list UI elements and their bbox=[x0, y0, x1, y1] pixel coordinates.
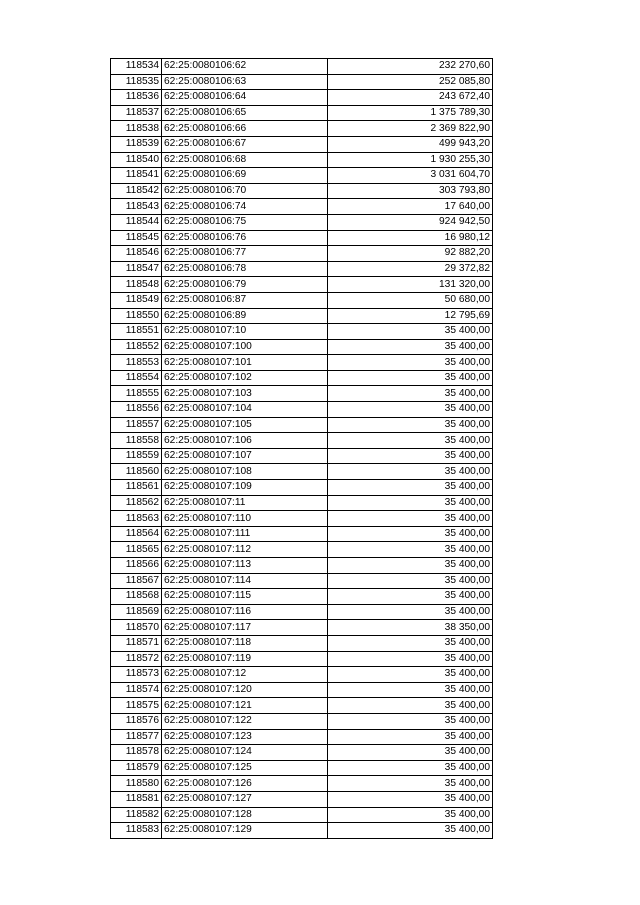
cadastral-number-cell: 62:25:0080107:10 bbox=[162, 324, 328, 340]
cadastral-number-cell: 62:25:0080107:122 bbox=[162, 713, 328, 729]
table-row bbox=[111, 246, 493, 262]
cadastral-value-table bbox=[110, 58, 493, 839]
table-row bbox=[111, 511, 493, 527]
cadastral-value-cell: 38 350,00 bbox=[328, 620, 493, 636]
row-id-cell: 118578 bbox=[111, 745, 162, 761]
table-row bbox=[111, 214, 493, 230]
cadastral-number-cell: 62:25:0080106:69 bbox=[162, 168, 328, 184]
cadastral-value-cell: 35 400,00 bbox=[328, 355, 493, 371]
table-row bbox=[111, 713, 493, 729]
cadastral-value-cell: 1 375 789,30 bbox=[328, 105, 493, 121]
cadastral-value-cell: 35 400,00 bbox=[328, 791, 493, 807]
row-id-cell: 118537 bbox=[111, 105, 162, 121]
cadastral-number-cell: 62:25:0080107:121 bbox=[162, 698, 328, 714]
cadastral-number-cell: 62:25:0080106:63 bbox=[162, 74, 328, 90]
row-id-cell: 118576 bbox=[111, 713, 162, 729]
cadastral-value-cell: 35 400,00 bbox=[328, 713, 493, 729]
cadastral-number-cell: 62:25:0080107:119 bbox=[162, 651, 328, 667]
cadastral-number-cell: 62:25:0080107:115 bbox=[162, 589, 328, 605]
cadastral-number-cell: 62:25:0080106:74 bbox=[162, 199, 328, 215]
cadastral-number-cell: 62:25:0080107:105 bbox=[162, 417, 328, 433]
row-id-cell: 118582 bbox=[111, 807, 162, 823]
table-row bbox=[111, 105, 493, 121]
table-row bbox=[111, 776, 493, 792]
row-id-cell: 118541 bbox=[111, 168, 162, 184]
table-row bbox=[111, 183, 493, 199]
cadastral-value-cell: 35 400,00 bbox=[328, 417, 493, 433]
row-id-cell: 118565 bbox=[111, 542, 162, 558]
cadastral-number-cell: 62:25:0080106:68 bbox=[162, 152, 328, 168]
table-row bbox=[111, 448, 493, 464]
row-id-cell: 118552 bbox=[111, 339, 162, 355]
cadastral-number-cell: 62:25:0080106:79 bbox=[162, 277, 328, 293]
cadastral-number-cell: 62:25:0080107:113 bbox=[162, 558, 328, 574]
row-id-cell: 118536 bbox=[111, 90, 162, 106]
cadastral-value-cell: 35 400,00 bbox=[328, 402, 493, 418]
cadastral-value-cell: 35 400,00 bbox=[328, 745, 493, 761]
cadastral-number-cell: 62:25:0080107:100 bbox=[162, 339, 328, 355]
cadastral-number-cell: 62:25:0080106:65 bbox=[162, 105, 328, 121]
cadastral-value-cell: 243 672,40 bbox=[328, 90, 493, 106]
row-id-cell: 118561 bbox=[111, 480, 162, 496]
table-row bbox=[111, 526, 493, 542]
cadastral-number-cell: 62:25:0080106:78 bbox=[162, 261, 328, 277]
cadastral-value-cell: 35 400,00 bbox=[328, 464, 493, 480]
row-id-cell: 118577 bbox=[111, 729, 162, 745]
cadastral-value-cell: 35 400,00 bbox=[328, 511, 493, 527]
cadastral-value-cell: 35 400,00 bbox=[328, 760, 493, 776]
cadastral-number-cell: 62:25:0080106:76 bbox=[162, 230, 328, 246]
cadastral-value-cell: 35 400,00 bbox=[328, 370, 493, 386]
table-row bbox=[111, 136, 493, 152]
cadastral-number-cell: 62:25:0080107:126 bbox=[162, 776, 328, 792]
table-row bbox=[111, 402, 493, 418]
table-row bbox=[111, 90, 493, 106]
cadastral-number-cell: 62:25:0080106:62 bbox=[162, 59, 328, 75]
table-row bbox=[111, 620, 493, 636]
row-id-cell: 118538 bbox=[111, 121, 162, 137]
table-row bbox=[111, 480, 493, 496]
cadastral-number-cell: 62:25:0080107:127 bbox=[162, 791, 328, 807]
row-id-cell: 118544 bbox=[111, 214, 162, 230]
table-row bbox=[111, 74, 493, 90]
row-id-cell: 118575 bbox=[111, 698, 162, 714]
row-id-cell: 118569 bbox=[111, 604, 162, 620]
cadastral-value-cell: 35 400,00 bbox=[328, 651, 493, 667]
row-id-cell: 118566 bbox=[111, 558, 162, 574]
cadastral-number-cell: 62:25:0080107:114 bbox=[162, 573, 328, 589]
cadastral-number-cell: 62:25:0080107:106 bbox=[162, 433, 328, 449]
row-id-cell: 118574 bbox=[111, 682, 162, 698]
cadastral-value-cell: 232 270,60 bbox=[328, 59, 493, 75]
cadastral-value-cell: 3 031 604,70 bbox=[328, 168, 493, 184]
cadastral-value-cell: 35 400,00 bbox=[328, 807, 493, 823]
table-row bbox=[111, 573, 493, 589]
cadastral-number-cell: 62:25:0080107:129 bbox=[162, 823, 328, 839]
cadastral-value-cell: 35 400,00 bbox=[328, 667, 493, 683]
cadastral-value-cell: 12 795,69 bbox=[328, 308, 493, 324]
row-id-cell: 118557 bbox=[111, 417, 162, 433]
table-row bbox=[111, 230, 493, 246]
cadastral-number-cell: 62:25:0080107:111 bbox=[162, 526, 328, 542]
table-row bbox=[111, 635, 493, 651]
cadastral-value-cell: 924 942,50 bbox=[328, 214, 493, 230]
row-id-cell: 118542 bbox=[111, 183, 162, 199]
cadastral-value-cell: 252 085,80 bbox=[328, 74, 493, 90]
cadastral-number-cell: 62:25:0080107:104 bbox=[162, 402, 328, 418]
row-id-cell: 118549 bbox=[111, 292, 162, 308]
cadastral-number-cell: 62:25:0080107:109 bbox=[162, 480, 328, 496]
table-row bbox=[111, 152, 493, 168]
cadastral-number-cell: 62:25:0080107:116 bbox=[162, 604, 328, 620]
row-id-cell: 118534 bbox=[111, 59, 162, 75]
cadastral-number-cell: 62:25:0080107:118 bbox=[162, 635, 328, 651]
cadastral-number-cell: 62:25:0080107:108 bbox=[162, 464, 328, 480]
table-row bbox=[111, 168, 493, 184]
row-id-cell: 118570 bbox=[111, 620, 162, 636]
cadastral-number-cell: 62:25:0080106:75 bbox=[162, 214, 328, 230]
table-row bbox=[111, 729, 493, 745]
cadastral-number-cell: 62:25:0080107:128 bbox=[162, 807, 328, 823]
table-row bbox=[111, 121, 493, 137]
row-id-cell: 118551 bbox=[111, 324, 162, 340]
cadastral-number-cell: 62:25:0080107:101 bbox=[162, 355, 328, 371]
row-id-cell: 118553 bbox=[111, 355, 162, 371]
cadastral-value-cell: 35 400,00 bbox=[328, 324, 493, 340]
cadastral-value-cell: 35 400,00 bbox=[328, 558, 493, 574]
row-id-cell: 118567 bbox=[111, 573, 162, 589]
table-row bbox=[111, 791, 493, 807]
cadastral-value-cell: 35 400,00 bbox=[328, 480, 493, 496]
row-id-cell: 118546 bbox=[111, 246, 162, 262]
row-id-cell: 118572 bbox=[111, 651, 162, 667]
table-row bbox=[111, 558, 493, 574]
row-id-cell: 118554 bbox=[111, 370, 162, 386]
row-id-cell: 118539 bbox=[111, 136, 162, 152]
cadastral-number-cell: 62:25:0080107:120 bbox=[162, 682, 328, 698]
cadastral-number-cell: 62:25:0080106:64 bbox=[162, 90, 328, 106]
cadastral-value-cell: 35 400,00 bbox=[328, 682, 493, 698]
cadastral-value-cell: 2 369 822,90 bbox=[328, 121, 493, 137]
cadastral-number-cell: 62:25:0080106:66 bbox=[162, 121, 328, 137]
table-row bbox=[111, 417, 493, 433]
row-id-cell: 118548 bbox=[111, 277, 162, 293]
cadastral-value-cell: 16 980,12 bbox=[328, 230, 493, 246]
cadastral-number-cell: 62:25:0080107:110 bbox=[162, 511, 328, 527]
cadastral-value-cell: 35 400,00 bbox=[328, 776, 493, 792]
row-id-cell: 118555 bbox=[111, 386, 162, 402]
cadastral-value-cell: 131 320,00 bbox=[328, 277, 493, 293]
cadastral-value-cell: 35 400,00 bbox=[328, 448, 493, 464]
table-row bbox=[111, 339, 493, 355]
cadastral-value-cell: 35 400,00 bbox=[328, 729, 493, 745]
table-row bbox=[111, 433, 493, 449]
cadastral-value-cell: 35 400,00 bbox=[328, 573, 493, 589]
cadastral-value-cell: 35 400,00 bbox=[328, 386, 493, 402]
cadastral-number-cell: 62:25:0080106:77 bbox=[162, 246, 328, 262]
cadastral-number-cell: 62:25:0080107:11 bbox=[162, 495, 328, 511]
cadastral-number-cell: 62:25:0080107:103 bbox=[162, 386, 328, 402]
table-row bbox=[111, 760, 493, 776]
table-row bbox=[111, 370, 493, 386]
table-row bbox=[111, 682, 493, 698]
table-row bbox=[111, 807, 493, 823]
row-id-cell: 118571 bbox=[111, 635, 162, 651]
row-id-cell: 118559 bbox=[111, 448, 162, 464]
cadastral-number-cell: 62:25:0080107:102 bbox=[162, 370, 328, 386]
table-row bbox=[111, 292, 493, 308]
table-row bbox=[111, 199, 493, 215]
row-id-cell: 118535 bbox=[111, 74, 162, 90]
table-row bbox=[111, 386, 493, 402]
table-row bbox=[111, 277, 493, 293]
cadastral-value-cell: 35 400,00 bbox=[328, 495, 493, 511]
row-id-cell: 118560 bbox=[111, 464, 162, 480]
cadastral-value-cell: 35 400,00 bbox=[328, 542, 493, 558]
cadastral-value-cell: 35 400,00 bbox=[328, 339, 493, 355]
cadastral-value-cell: 17 640,00 bbox=[328, 199, 493, 215]
row-id-cell: 118563 bbox=[111, 511, 162, 527]
table-row bbox=[111, 698, 493, 714]
table-row bbox=[111, 324, 493, 340]
table-row bbox=[111, 589, 493, 605]
cadastral-value-cell: 303 793,80 bbox=[328, 183, 493, 199]
row-id-cell: 118568 bbox=[111, 589, 162, 605]
cadastral-value-cell: 35 400,00 bbox=[328, 635, 493, 651]
table-row bbox=[111, 355, 493, 371]
cadastral-value-cell: 35 400,00 bbox=[328, 823, 493, 839]
cadastral-value-cell: 35 400,00 bbox=[328, 589, 493, 605]
row-id-cell: 118550 bbox=[111, 308, 162, 324]
row-id-cell: 118583 bbox=[111, 823, 162, 839]
cadastral-value-cell: 50 680,00 bbox=[328, 292, 493, 308]
cadastral-number-cell: 62:25:0080106:67 bbox=[162, 136, 328, 152]
row-id-cell: 118543 bbox=[111, 199, 162, 215]
table-row bbox=[111, 495, 493, 511]
cadastral-number-cell: 62:25:0080107:124 bbox=[162, 745, 328, 761]
row-id-cell: 118562 bbox=[111, 495, 162, 511]
cadastral-value-cell: 1 930 255,30 bbox=[328, 152, 493, 168]
table-body bbox=[111, 59, 493, 839]
cadastral-number-cell: 62:25:0080107:107 bbox=[162, 448, 328, 464]
row-id-cell: 118558 bbox=[111, 433, 162, 449]
table-row bbox=[111, 651, 493, 667]
cadastral-value-cell: 35 400,00 bbox=[328, 698, 493, 714]
table-row bbox=[111, 261, 493, 277]
cadastral-number-cell: 62:25:0080106:87 bbox=[162, 292, 328, 308]
cadastral-value-cell: 499 943,20 bbox=[328, 136, 493, 152]
row-id-cell: 118580 bbox=[111, 776, 162, 792]
cadastral-number-cell: 62:25:0080107:117 bbox=[162, 620, 328, 636]
table-row bbox=[111, 667, 493, 683]
cadastral-value-cell: 29 372,82 bbox=[328, 261, 493, 277]
cadastral-number-cell: 62:25:0080106:89 bbox=[162, 308, 328, 324]
row-id-cell: 118547 bbox=[111, 261, 162, 277]
cadastral-number-cell: 62:25:0080107:12 bbox=[162, 667, 328, 683]
row-id-cell: 118556 bbox=[111, 402, 162, 418]
cadastral-value-cell: 92 882,20 bbox=[328, 246, 493, 262]
cadastral-number-cell: 62:25:0080107:123 bbox=[162, 729, 328, 745]
table-row bbox=[111, 308, 493, 324]
table-row bbox=[111, 745, 493, 761]
row-id-cell: 118573 bbox=[111, 667, 162, 683]
row-id-cell: 118579 bbox=[111, 760, 162, 776]
cadastral-number-cell: 62:25:0080107:112 bbox=[162, 542, 328, 558]
row-id-cell: 118540 bbox=[111, 152, 162, 168]
cadastral-number-cell: 62:25:0080107:125 bbox=[162, 760, 328, 776]
row-id-cell: 118581 bbox=[111, 791, 162, 807]
row-id-cell: 118545 bbox=[111, 230, 162, 246]
table-row bbox=[111, 542, 493, 558]
table-row bbox=[111, 823, 493, 839]
table-row bbox=[111, 604, 493, 620]
table-row bbox=[111, 464, 493, 480]
cadastral-value-cell: 35 400,00 bbox=[328, 604, 493, 620]
cadastral-value-cell: 35 400,00 bbox=[328, 526, 493, 542]
cadastral-value-cell: 35 400,00 bbox=[328, 433, 493, 449]
table-row bbox=[111, 59, 493, 75]
row-id-cell: 118564 bbox=[111, 526, 162, 542]
cadastral-number-cell: 62:25:0080106:70 bbox=[162, 183, 328, 199]
